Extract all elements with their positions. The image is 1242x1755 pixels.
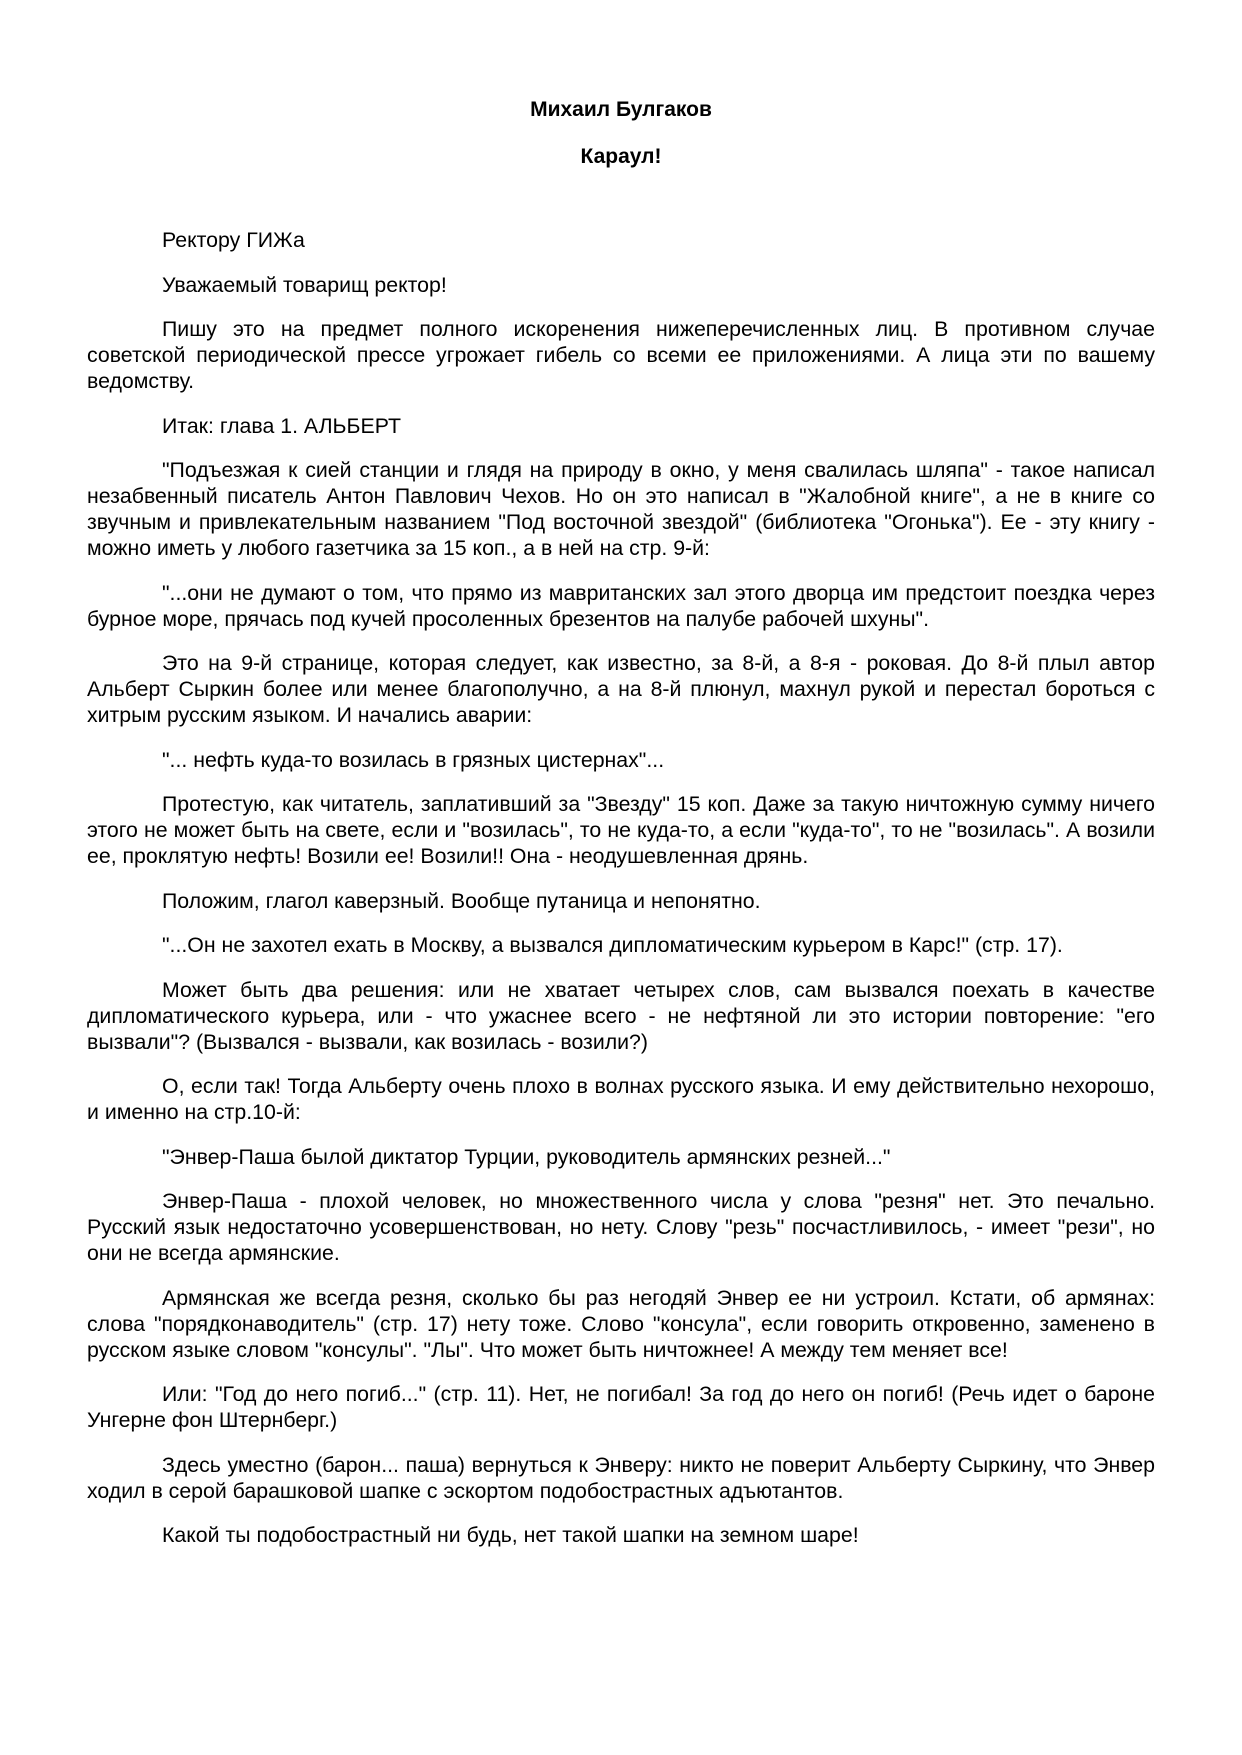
paragraph: О, если так! Тогда Альберту очень плохо в волнах русского языка. И ему действительно нехорошо, и именно на стр.10-й:	[87, 1074, 1155, 1124]
document-title: Караул!	[580, 145, 662, 168]
paragraph: Ректору ГИЖа	[162, 228, 305, 252]
paragraph: Может быть два решения: или не хватает четырех слов, сам вызвался поехать в качестве дипломатического курьера, или - что ужаснее всего - не нефтяной ли это истории повторение: "его вызвали"? (Вызвался - вызвали, как возилась - возили?)	[87, 977, 1155, 1054]
paragraph: "...они не думают о том, что прямо из мавританских зал этого дворца им предстоит поездка через бурное море, прячась под кучей просоленных брезентов на палубе рабочей шхуны".	[87, 580, 1155, 631]
paragraph: Пишу это на предмет полного искоренения нижеперечисленных лиц. В противном случае советской периодической прессе угрожает гибель со всеми ее приложениями. А лица эти по вашему ведомству.	[87, 317, 1155, 393]
paragraph: "...Он не захотел ехать в Москву, а вызвался дипломатическим курьером в Карс!" (стр. 17).	[162, 933, 1063, 957]
paragraph: Итак: глава 1. АЛЬБЕРТ	[162, 413, 401, 438]
paragraph: Положим, глагол каверзный. Вообще путаница и непонятно.	[162, 888, 761, 913]
paragraph: Какой ты подобострастный ни будь, нет такой шапки на земном шаре!	[162, 1523, 859, 1547]
paragraph: Здесь уместно (барон... паша) вернуться к Энверу: никто не поверит Альберту Сыркину, что Энвер ходил в серой барашковой шапке с эскортом подобострастных адъютантов.	[87, 1452, 1155, 1503]
paragraph: "Подъезжая к сией станции и глядя на природу в окно, у меня свалилась шляпа" - такое написал незабвенный писатель Антон Павлович Чехов. Но он это написал в "Жалобной книге", а не в книге со звучным и привлекательным названием "Под восточной звездой" (библиотека "Огонька"). Ее - эту книгу - можно иметь у любого газетчика за 15 коп., а в ней на стр. 9-й:	[87, 458, 1155, 560]
paragraph: Протестую, как читатель, заплативший за "Звезду" 15 коп. Даже за такую ничтожную сумму ничего этого не может быть на свете, если и "возилась", то не куда-то, а если "куда-то", то не "возилась". А возили ее, проклятую нефть! Возили ее! Возили!! Она - неодушевленная дрянь.	[87, 792, 1155, 868]
paragraph: Это на 9-й странице, которая следует, как известно, за 8-й, а 8-я - роковая. До 8-й плыл автор Альберт Сыркин более или менее благополучно, а на 8-й плюнул, махнул рукой и перестал бороться с хитрым русским языком. И начались аварии:	[87, 651, 1155, 727]
paragraph: Или: "Год до него погиб..." (стр. 11). Нет, не погибал! За год до него он погиб! (Речь идет о бароне Унгерне фон Штернберг.)	[87, 1382, 1155, 1432]
document-page	[87, 96, 1155, 1567]
paragraph: Энвер-Паша - плохой человек, но множественного числа у слова "резня" нет. Это печально. Русский язык недостаточно усовершенствован, но нету. Слову "резь" посчастливилось, - имеет "рези", но они не всегда армянские.	[87, 1189, 1155, 1265]
paragraph: Уважаемый товарищ ректор!	[162, 272, 447, 297]
paragraph: "Энвер-Паша былой диктатор Турции, руководитель армянских резней..."	[162, 1144, 891, 1169]
paragraph: Армянская же всегда резня, сколько бы раз негодяй Энвер ее ни устроил. Кстати, об армянах: слова "порядконаводитель" (стр. 17) нету тоже. Слово "консула", если говорить откровенно, заменено в русском языке словом "консулы". "Лы". Что может быть ничтожнее! А между тем меняет все!	[87, 1285, 1155, 1362]
author-name: Михаил Булгаков	[530, 98, 712, 121]
paragraph: "... нефть куда-то возилась в грязных цистернах"...	[162, 747, 665, 772]
